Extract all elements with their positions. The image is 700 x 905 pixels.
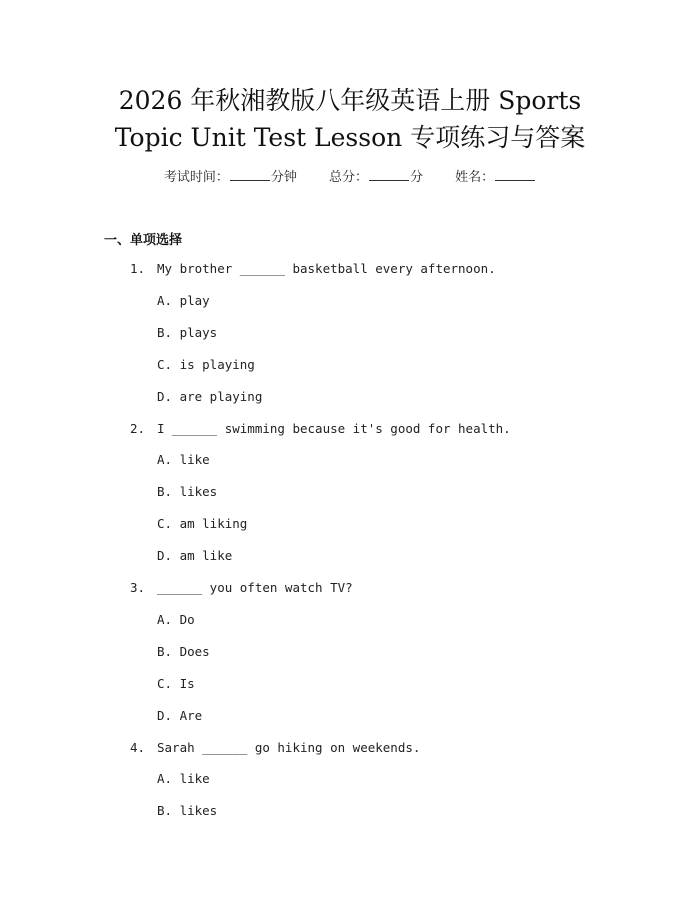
exam-time-label: 考试时间： [163,170,229,185]
total-score-field [329,168,423,188]
exam-time-unit: 分钟 [270,170,297,185]
total-score-blank[interactable] [369,168,409,181]
answer-option[interactable]: A. like [157,452,210,468]
answer-option[interactable]: C. am liking [157,516,248,532]
student-name-blank[interactable] [495,168,535,181]
total-score-unit: 分 [410,170,424,185]
total-score-label: 总分： [328,170,368,185]
answer-option[interactable]: A. like [157,771,210,787]
question-number: 1. [130,261,146,276]
question-text: I ______ swimming because it's good for health. [157,420,511,436]
document-title-line-2: Topic Unit Test Lesson 专项练习与答案 [114,123,586,152]
answer-option[interactable]: A. play [157,292,210,308]
question-number: 2. [130,420,146,436]
exam-info-line [0,168,700,188]
section-heading: 一、单项选择 [104,233,183,248]
answer-option[interactable]: C. is playing [157,356,255,372]
answer-option[interactable]: B. Does [157,643,210,659]
question-text: Sarah ______ go hiking on weekends. [157,739,421,755]
answer-option[interactable]: A. Do [157,611,195,627]
student-name-label: 姓名： [455,170,495,185]
answer-option[interactable]: C. Is [157,675,195,691]
document-title-line-1: 2026 年秋湘教版八年级英语上册 Sports [118,86,582,115]
answer-option[interactable]: D. Are [157,707,203,723]
exam-time-blank[interactable] [230,168,270,181]
question-text: ______ you often watch TV? [157,580,353,595]
answer-option[interactable]: D. are playing [157,388,263,404]
answer-option[interactable]: D. am like [157,548,233,564]
answer-option[interactable]: B. likes [157,803,218,819]
answer-option[interactable]: B. likes [157,484,218,500]
question-number: 3. [130,580,146,595]
answer-option[interactable]: B. plays [157,324,218,340]
question-text: My brother ______ basketball every afternoon. [157,261,496,276]
student-name-field [455,168,536,188]
question-number: 4. [130,739,146,755]
exam-time-field [164,168,297,188]
